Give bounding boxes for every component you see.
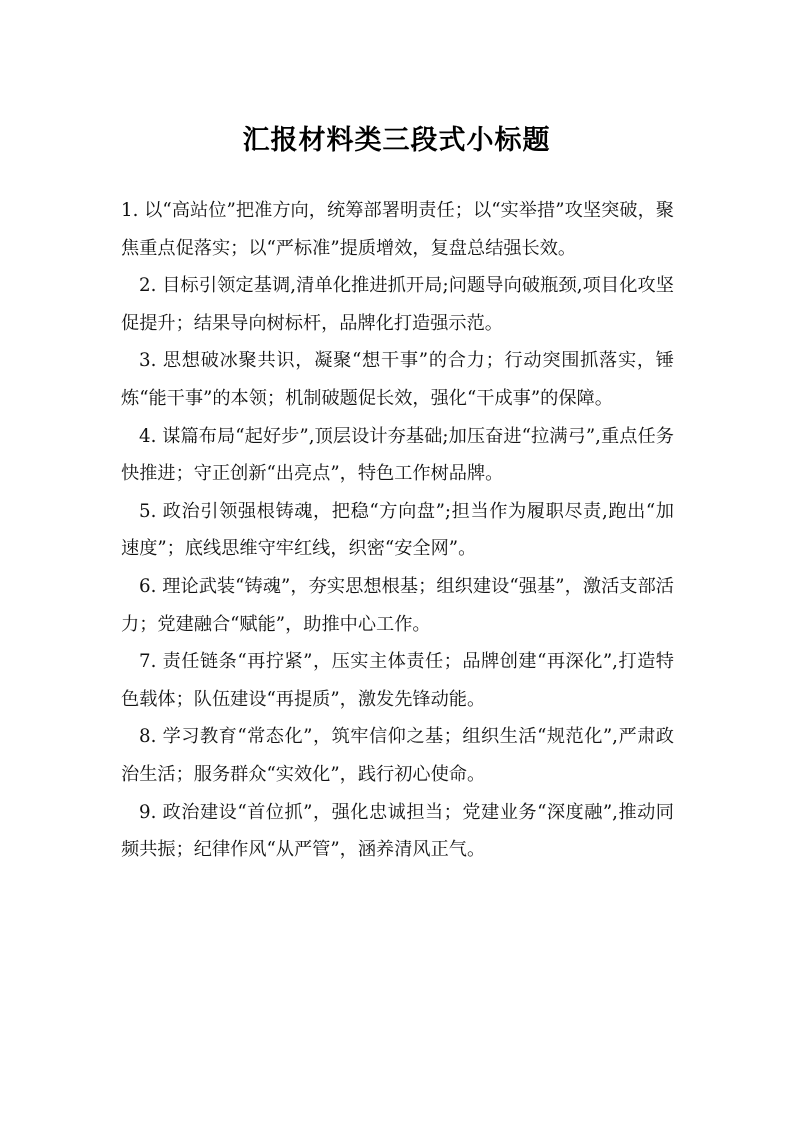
paragraph-8: 8. 学习教育“常态化”，筑牢信仰之基；组织生活“规范化”,严肃政治生活；服务群众“实效化”，践行初心使命。 [121, 726, 674, 785]
document-title: 汇报材料类三段式小标题 [242, 125, 551, 156]
paragraph-9: 9. 政治建设“首位抓”，强化忠诚担当；党建业务“深度融”,推动同频共振；纪律作风“从严管”，涵养清风正气。 [121, 801, 674, 861]
paragraph-7: 7. 责任链条“再拧紧”，压实主体责任；品牌创建“再深化”,打造特色载体；队伍建设“再提质”，激发先锋动能。 [121, 651, 674, 710]
paragraph-1: 1. 以“高站位”把准方向，统筹部署明责任；以“实举措”攻坚突破，聚焦重点促落实；以“严标准”提质增效，复盘总结强长效。 [121, 200, 674, 259]
paragraph-5: 5. 政治引领强根铸魂，把稳“方向盘”;担当作为履职尽责,跑出“加速度”；底线思维守牢红线，织密“安全网”。 [121, 500, 674, 560]
paragraph-3: 3. 思想破冰聚共识，凝聚“想干事”的合力；行动突围抓落实，锤炼“能干事”的本领；机制破题促长效，强化“干成事”的保障。 [121, 350, 674, 409]
paragraph-4: 4. 谋篇布局“起好步”,顶层设计夯基础;加压奋进“拉满弓”,重点任务快推进；守正创新“出亮点”，特色工作树品牌。 [121, 425, 674, 485]
paragraph-6: 6. 理论武装“铸魂”，夯实思想根基；组织建设“强基”，激活支部活力；党建融合“赋能”，助推中心工作。 [121, 575, 674, 635]
paragraph-2: 2. 目标引领定基调,清单化推进抓开局;问题导向破瓶颈,项目化攻坚促提升；结果导向树标杆，品牌化打造强示范。 [121, 275, 674, 334]
document-body [121, 192, 674, 869]
